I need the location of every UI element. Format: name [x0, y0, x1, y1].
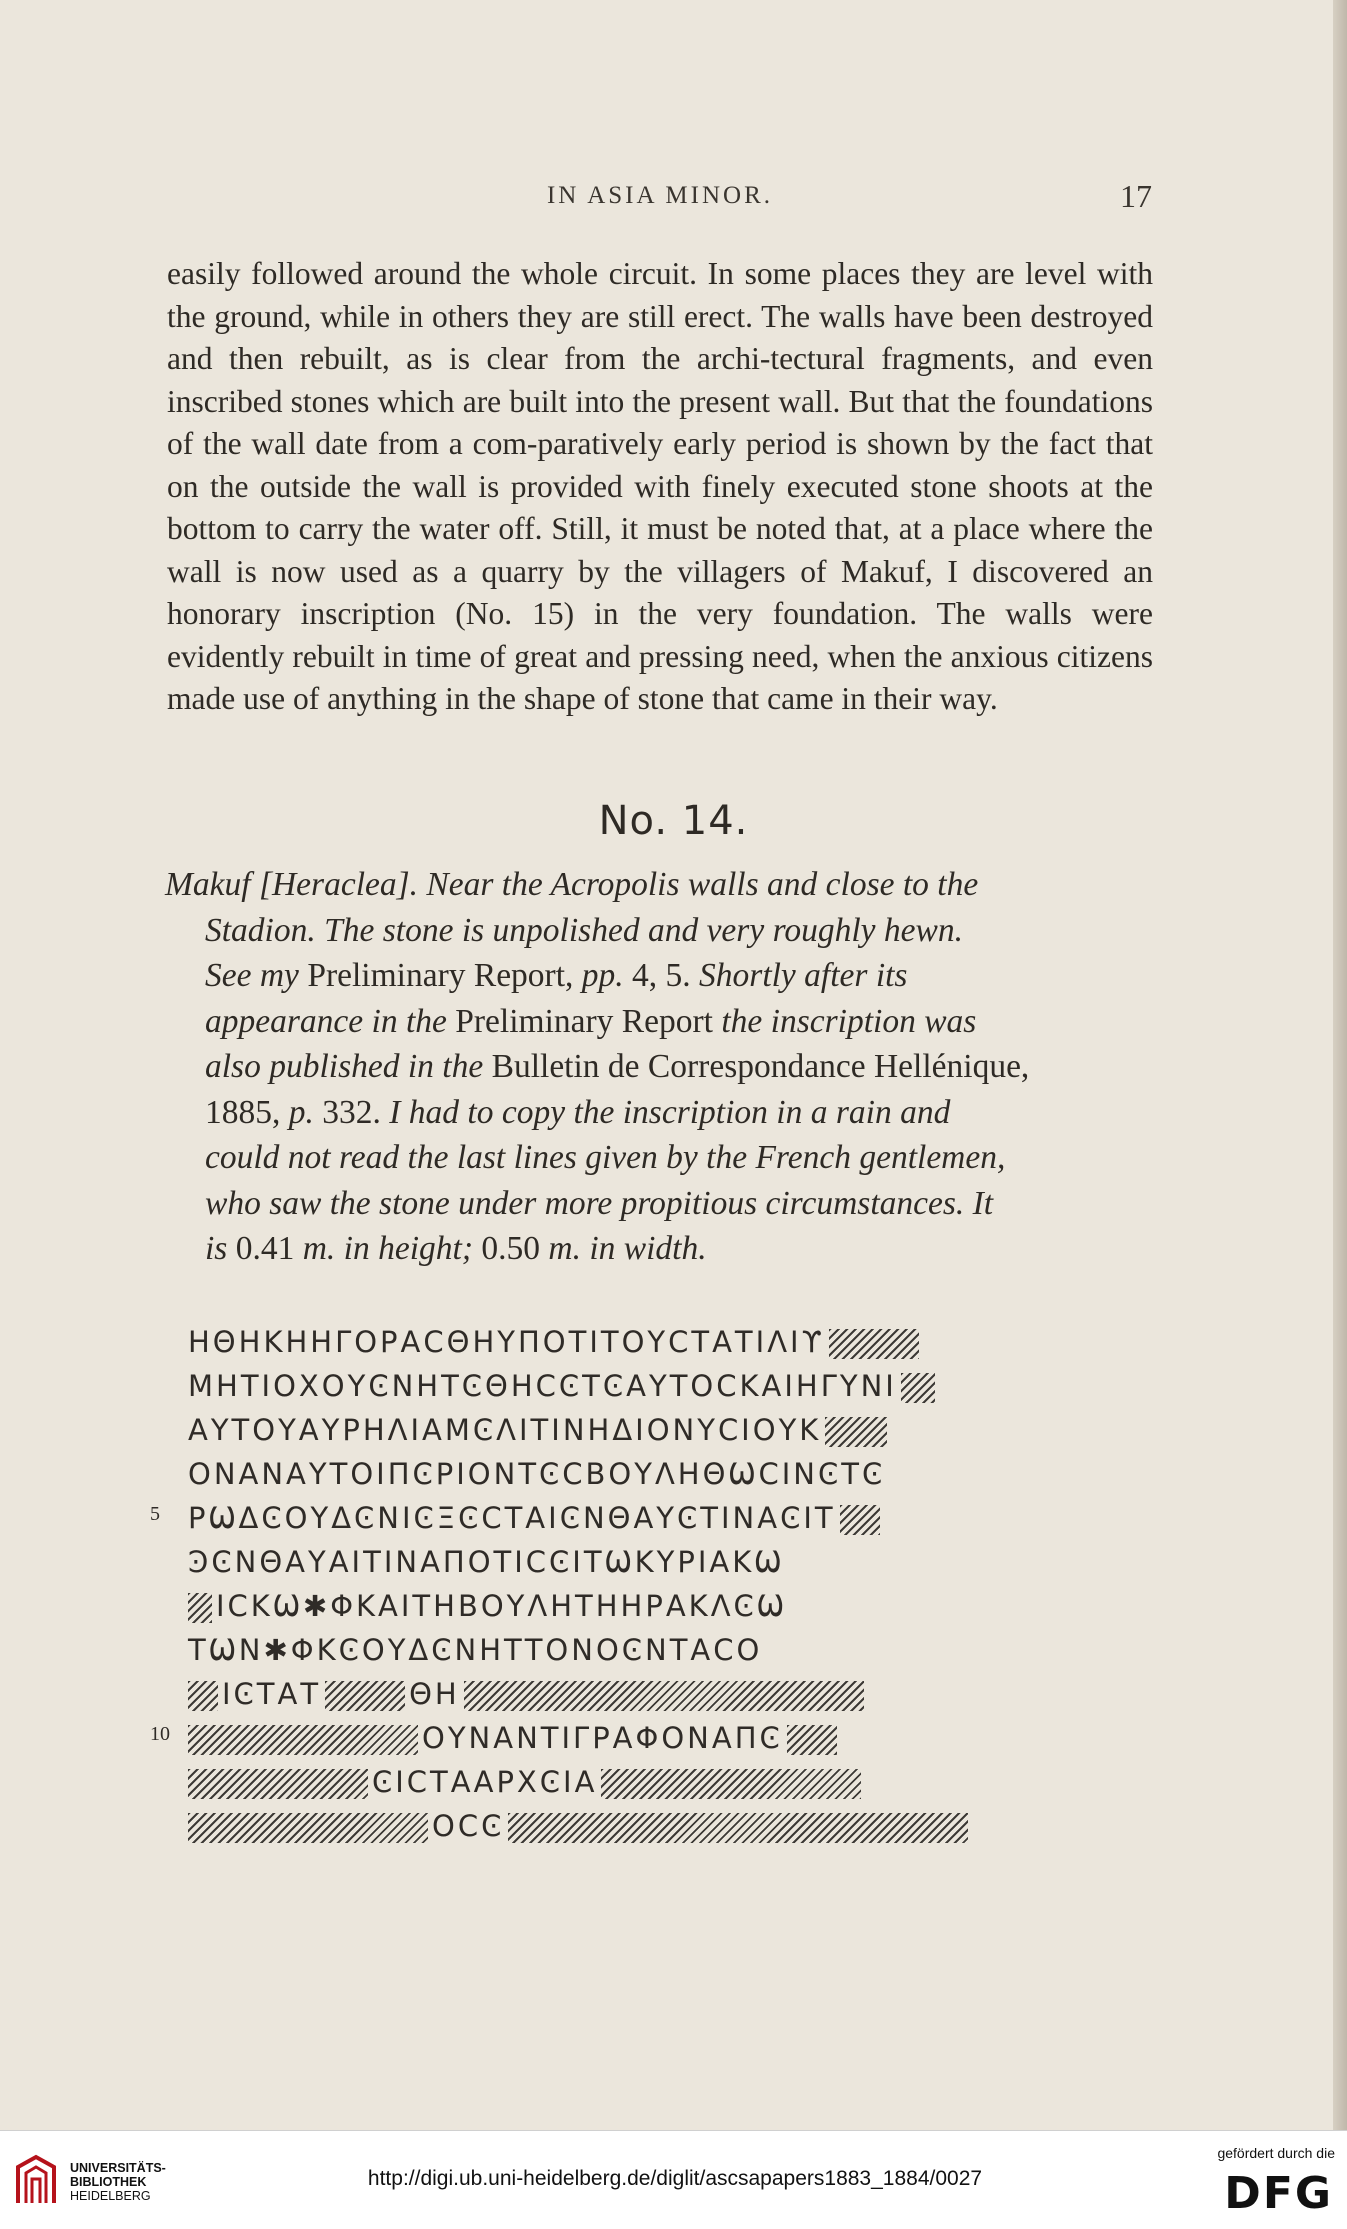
description-line: Makuf [Heraclea]. Near the Acropolis walls and close to the: [165, 866, 979, 903]
description-line: also published in the Bulletin de Correspondance Hellénique,: [205, 1048, 1030, 1085]
lacuna-hatch: [840, 1505, 880, 1535]
lacuna-hatch: [188, 1725, 418, 1755]
inscription-line: 10 ΟΥΝΑΝΤΙΓΡΑΦΟΝΑΠϾ: [150, 1716, 1160, 1760]
inscription-line: ϿϾΝΘΑΥΑΙΤΙΝΑΠΟΤΙϹϾΙΤѠΚΥΡΙΑΚѠ: [188, 1545, 785, 1579]
lacuna-hatch: [188, 1769, 368, 1799]
description-line: who saw the stone under more propitious circumstances. It: [205, 1184, 994, 1222]
lacuna-hatch: [188, 1813, 428, 1843]
lacuna-hatch: [787, 1725, 837, 1755]
page-header: [160, 178, 1160, 222]
line-number: 10: [150, 1723, 170, 1745]
description-line: could not read the last lines given by the French gentlemen,: [205, 1139, 1006, 1176]
lacuna-hatch: [325, 1681, 405, 1711]
lacuna-hatch: [601, 1769, 861, 1799]
description-line: 1885, p. 332. I had to copy the inscription in a rain and: [205, 1093, 951, 1131]
inscription-line: ΙϹΚѠ✱ΦΚΑΙΤΗΒΟΥΛΗΤΗΗΡΑΚΛϾѠ: [150, 1584, 1160, 1628]
lacuna-hatch: [829, 1329, 919, 1359]
body-paragraph: [167, 253, 1153, 721]
lacuna-hatch: [901, 1373, 935, 1403]
section-heading: No. 14.: [598, 798, 749, 844]
body-paragraph-text: easily followed around the whole circuit. In some places they are level with the ground, while in others they are still erect. The walls have been destroyed and then rebuilt, as is clear from the archi-tectural fragments, and even inscribed stones which are built into the present wall. But that the foundations of the wall date from a com-paratively early period is shown by the fact that on the outside the wall is provided with finely executed stone shoots at the bottom to carry the water off. Still, it must be noted that, at a place where the wall is now used as a quarry by the villagers of Makuf, I discovered an honorary inscription (No. 15) in the very foundation. The walls were evidently rebuilt in time of great and pressing need, when the anxious citizens made use of anything in the shape of stone that came in their way.: [167, 256, 1153, 716]
inscription-line: ΟϹϾ: [150, 1804, 1160, 1848]
university-library-logo-icon[interactable]: [14, 2153, 58, 2207]
viewer-footer: [0, 2130, 1347, 2229]
greek-inscription: [150, 1320, 1160, 1848]
description-line: appearance in the Preliminary Report the inscription was: [205, 1002, 977, 1040]
inscription-line: ΤѠΝ✱ΦΚϾΟΥΔϾΝΗΤΤΟΝΟϾΝΤΑϹΟ: [188, 1633, 763, 1667]
page-number: 17: [1120, 178, 1152, 214]
lacuna-hatch: [188, 1681, 218, 1711]
description-line: See my Preliminary Report, pp. 4, 5. Shortly after its: [205, 957, 908, 994]
inscription-line: ΟΝΑΝΑΥΤΟΙΠϾΡΙΟΝΤϾϹΒΟΥΛΗΘѠϹΙΝϾΤϾ: [188, 1457, 886, 1491]
inscription-line: ΗΘΗΚΗΗΓΟΡΑϹΘΗΥΠΟΤΙΤΟΥϹΤΑΤΙΛΙϒ: [150, 1320, 1160, 1364]
inscription-line: ΑΥΤΟΥΑΥΡΗΛΙΑΜϾΛΙΤΙΝΗΔΙΟΝΥϹΙΟΥΚ: [150, 1408, 1160, 1452]
running-title: IN ASIA MINOR.: [546, 182, 774, 209]
dfg-logo[interactable]: DFG: [1224, 2168, 1333, 2219]
inscription-line: ΙϾΤΑΤ ΘΗ: [150, 1672, 1160, 1716]
inscription-description: [165, 862, 1155, 1272]
page-edge-shadow: [1333, 0, 1347, 2130]
lacuna-hatch: [188, 1593, 212, 1623]
lacuna-hatch: [825, 1417, 887, 1447]
library-name[interactable]: UNIVERSITÄTS- BIBLIOTHEK HEIDELBERG: [70, 2161, 166, 2203]
inscription-line: 5 ΡѠΔϾΟΥΔϾΝΙϾΞϾϹΤΑΙϾΝΘΑΥϾΤΙΝΑϾΙΤ: [150, 1496, 1160, 1540]
inscription-line: ϾΙϹΤΑΑΡΧϾΙΑ: [150, 1760, 1160, 1804]
lacuna-hatch: [508, 1813, 968, 1843]
inscription-line: ΜΗΤΙΟΧΟΥϾΝΗΤϾΘΗϹϾΤϾΑΥΤΟϹΚΑΙΗΓΥΝΙ: [150, 1364, 1160, 1408]
funder-caption: gefördert durch die: [1217, 2145, 1335, 2161]
lacuna-hatch: [464, 1681, 864, 1711]
description-line: Stadion. The stone is unpolished and very roughly hewn.: [205, 911, 964, 949]
permalink-url[interactable]: http://digi.ub.uni-heidelberg.de/diglit/ascsapapers1883_1884/0027: [367, 2167, 983, 2190]
line-number: 5: [150, 1503, 160, 1525]
description-line: is 0.41 m. in height; 0.50 m. in width.: [205, 1230, 707, 1267]
